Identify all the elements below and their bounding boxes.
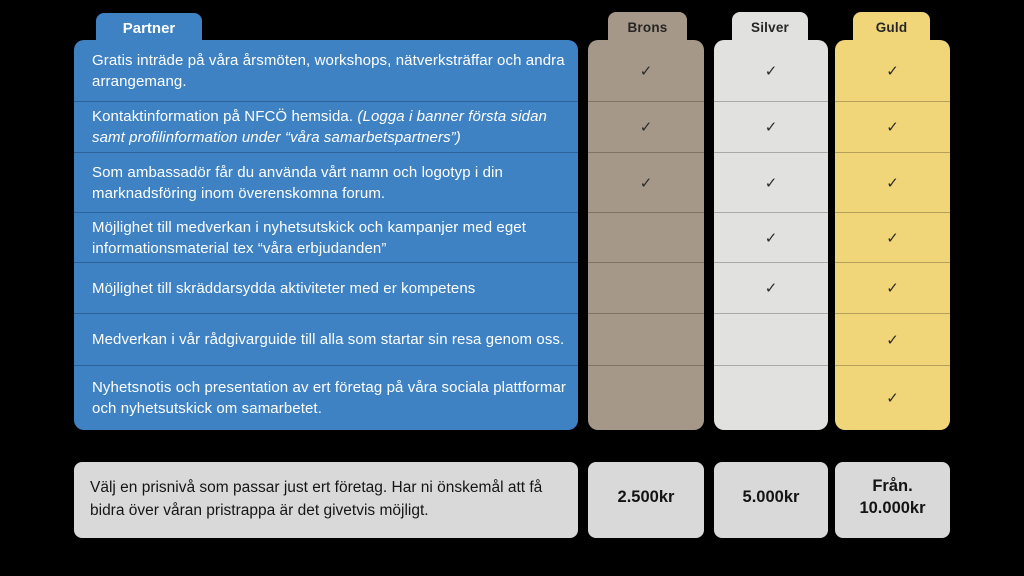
tier-column-guld — [835, 40, 950, 430]
check-cell-silver-7 — [714, 365, 828, 430]
check-cell-guld-4 — [835, 212, 950, 262]
tier-column-silver — [714, 40, 828, 430]
price-box-guld — [835, 462, 950, 538]
footer-note-text: Välj en prisnivå som passar just ert företag. Har ni önskemål att få bidra över våran pristrappa är det givetvis möjligt. — [90, 479, 543, 519]
benefit-text-5: Möjlighet till skräddarsydda aktiviteter med er kompetens — [92, 279, 476, 297]
check-cell-brons-4 — [588, 212, 704, 262]
check-icon: ✓ — [886, 229, 899, 247]
partner-tab-label: Partner — [122, 20, 176, 37]
check-cell-silver-5 — [714, 262, 828, 313]
price-prefix: Från. — [872, 477, 913, 495]
check-cell-guld-1 — [835, 40, 950, 101]
benefit-row-1 — [74, 40, 578, 101]
check-cell-brons-1 — [588, 40, 704, 101]
price-value: 2.500kr — [617, 488, 675, 506]
check-icon: ✓ — [764, 174, 778, 192]
tier-column-brons — [588, 40, 704, 430]
check-icon: ✓ — [886, 62, 899, 80]
check-icon: ✓ — [764, 229, 778, 247]
benefit-text-1: Gratis inträde på våra årsmöten, workshops, nätverksträffar och andra arrangemang. — [92, 51, 565, 90]
check-cell-guld-3 — [835, 152, 950, 212]
check-icon: ✓ — [639, 62, 653, 80]
benefit-row-5 — [74, 262, 578, 313]
benefit-row-7 — [74, 365, 578, 430]
benefit-row-2 — [74, 101, 578, 152]
check-cell-guld-6 — [835, 313, 950, 365]
benefit-text-3: Som ambassadör får du använda vårt namn och logotyp i din marknadsföring inom överenskomna forum. — [92, 163, 503, 202]
check-icon: ✓ — [764, 119, 778, 136]
price-box-brons — [588, 462, 704, 538]
tier-tab-brons[interactable]: Brons — [608, 12, 687, 42]
benefit-text-2: Kontaktinformation på NFCÖ hemsida. (Logga i banner första sidan samt profilinformation under “våra samarbetspartners”) — [92, 108, 547, 146]
benefit-row-3 — [74, 152, 578, 212]
check-cell-brons-3 — [588, 152, 704, 212]
benefit-row-4 — [74, 212, 578, 262]
check-cell-brons-7 — [588, 365, 704, 430]
check-icon: ✓ — [639, 174, 653, 192]
check-cell-silver-1 — [714, 40, 828, 101]
price-box-silver — [714, 462, 828, 538]
check-icon: ✓ — [886, 174, 899, 192]
benefits-panel — [74, 40, 578, 430]
price-value: 5.000kr — [742, 488, 800, 506]
check-cell-silver-2 — [714, 101, 828, 152]
tier-tab-guld[interactable]: Guld — [853, 12, 930, 42]
check-icon: ✓ — [639, 119, 653, 136]
check-cell-brons-6 — [588, 313, 704, 365]
check-cell-silver-4 — [714, 212, 828, 262]
check-cell-silver-6 — [714, 313, 828, 365]
tier-tab-silver[interactable]: Silver — [732, 12, 808, 42]
check-cell-brons-5 — [588, 262, 704, 313]
price-value: 10.000kr — [859, 499, 926, 517]
benefit-text-7: Nyhetsnotis och presentation av ert företag på våra sociala plattformar och nyhetsutskick om samarbetet. — [92, 379, 567, 417]
check-icon: ✓ — [764, 280, 778, 297]
benefit-text-6: Medverkan i vår rådgivarguide till alla som startar sin resa genom oss. — [92, 331, 565, 348]
benefit-text-4: Möjlighet till medverkan i nyhetsutskick och kampanjer med eget informationsmaterial tex “våra erbjudanden” — [92, 218, 526, 257]
check-cell-guld-7 — [835, 365, 950, 430]
check-icon: ✓ — [886, 331, 899, 349]
benefit-row-6 — [74, 313, 578, 365]
check-icon: ✓ — [764, 62, 778, 80]
check-cell-guld-2 — [835, 101, 950, 152]
check-cell-silver-3 — [714, 152, 828, 212]
check-cell-guld-5 — [835, 262, 950, 313]
check-icon: ✓ — [886, 390, 899, 407]
footer-note — [74, 462, 578, 538]
check-cell-brons-2 — [588, 101, 704, 152]
check-icon: ✓ — [886, 280, 899, 297]
check-icon: ✓ — [886, 119, 899, 136]
